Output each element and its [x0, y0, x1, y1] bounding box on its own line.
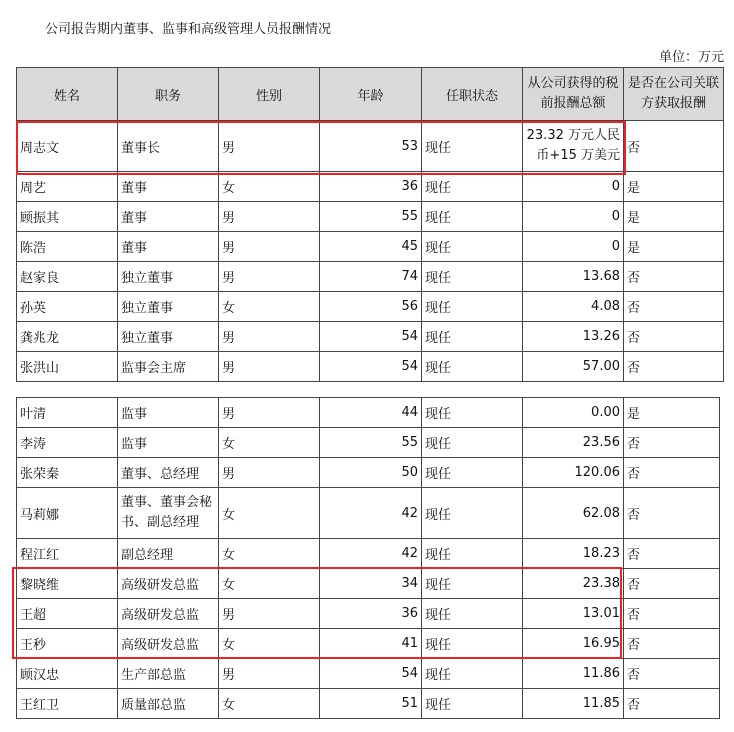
table-row: [17, 539, 720, 569]
cell-related-pay: 否: [624, 322, 724, 352]
cell-related-pay: 否: [624, 121, 724, 172]
cell-related-pay: 否: [624, 262, 724, 292]
cell-age: 56: [320, 292, 422, 322]
cell-status: 现任: [422, 629, 523, 659]
cell-pay: 11.86: [523, 659, 624, 689]
cell-related-pay: 否: [624, 689, 720, 719]
cell-sex: 女: [219, 172, 320, 202]
cell-age: 54: [320, 352, 422, 382]
cell-status: 现任: [422, 121, 523, 172]
cell-name: 顾振其: [17, 202, 118, 232]
cell-role: 董事、总经理: [118, 458, 219, 488]
header-pay: 从公司获得的税前报酬总额: [523, 68, 624, 121]
cell-age: 55: [320, 202, 422, 232]
cell-age: 55: [320, 428, 422, 458]
cell-status: 现任: [422, 659, 523, 689]
cell-sex: 男: [219, 352, 320, 382]
table-row: [17, 172, 724, 202]
cell-related-pay: 是: [624, 172, 724, 202]
cell-related-pay: 否: [624, 569, 720, 599]
cell-age: 36: [320, 599, 422, 629]
cell-name: 孙英: [17, 292, 118, 322]
cell-sex: 男: [219, 262, 320, 292]
cell-sex: 女: [219, 569, 320, 599]
cell-age: 51: [320, 689, 422, 719]
cell-role: 生产部总监: [118, 659, 219, 689]
cell-sex: 女: [219, 539, 320, 569]
cell-sex: 女: [219, 292, 320, 322]
table-row: [17, 488, 720, 539]
cell-pay: 23.56: [523, 428, 624, 458]
table-row: [17, 458, 720, 488]
cell-age: 42: [320, 488, 422, 539]
table-row: [17, 428, 720, 458]
cell-related-pay: 否: [624, 599, 720, 629]
highlight-box-chairman: [16, 121, 626, 175]
cell-pay: 13.26: [523, 322, 624, 352]
cell-age: 54: [320, 322, 422, 352]
cell-status: 现任: [422, 262, 523, 292]
table-row: [17, 659, 720, 689]
cell-age: 41: [320, 629, 422, 659]
table-row: [17, 232, 724, 262]
cell-name: 张洪山: [17, 352, 118, 382]
cell-sex: 男: [219, 398, 320, 428]
cell-sex: 男: [219, 458, 320, 488]
cell-pay: 13.01: [523, 599, 624, 629]
cell-role: 独立董事: [118, 292, 219, 322]
cell-pay: 13.68: [523, 262, 624, 292]
cell-role: 副总经理: [118, 539, 219, 569]
cell-age: 42: [320, 539, 422, 569]
cell-pay: 18.23: [523, 539, 624, 569]
cell-status: 现任: [422, 428, 523, 458]
cell-name: 马莉娜: [17, 488, 118, 539]
cell-status: 现任: [422, 689, 523, 719]
header-age: 年龄: [320, 68, 422, 121]
cell-age: 54: [320, 659, 422, 689]
cell-related-pay: 否: [624, 488, 720, 539]
cell-name: 顾汉忠: [17, 659, 118, 689]
cell-sex: 女: [219, 428, 320, 458]
table-row: [17, 262, 724, 292]
cell-sex: 男: [219, 322, 320, 352]
cell-status: 现任: [422, 398, 523, 428]
cell-status: 现任: [422, 352, 523, 382]
cell-role: 董事: [118, 172, 219, 202]
cell-role: 独立董事: [118, 322, 219, 352]
cell-role: 质量部总监: [118, 689, 219, 719]
cell-name: 王红卫: [17, 689, 118, 719]
table-row: [17, 292, 724, 322]
cell-status: 现任: [422, 172, 523, 202]
cell-pay: 120.06: [523, 458, 624, 488]
cell-sex: 男: [219, 202, 320, 232]
cell-role: 董事长: [118, 121, 219, 172]
cell-name: 张荣秦: [17, 458, 118, 488]
highlight-box-rd-directors: [12, 567, 622, 659]
cell-sex: 女: [219, 689, 320, 719]
cell-sex: 男: [219, 232, 320, 262]
cell-role: 高级研发总监: [118, 629, 219, 659]
compensation-table-top: [16, 67, 724, 382]
compensation-table-bottom: [16, 397, 720, 719]
cell-status: 现任: [422, 488, 523, 539]
cell-age: 53: [320, 121, 422, 172]
cell-pay: 23.38: [523, 569, 624, 599]
table-row: [17, 398, 720, 428]
cell-status: 现任: [422, 292, 523, 322]
header-sex: 性别: [219, 68, 320, 121]
cell-pay: 0.00: [523, 398, 624, 428]
cell-pay: 4.08: [523, 292, 624, 322]
cell-pay: 0: [523, 172, 624, 202]
cell-related-pay: 是: [624, 202, 724, 232]
cell-role: 监事: [118, 428, 219, 458]
cell-sex: 女: [219, 488, 320, 539]
cell-status: 现任: [422, 539, 523, 569]
page-title: 公司报告期内董事、监事和高级管理人员报酬情况: [45, 22, 332, 37]
cell-status: 现任: [422, 599, 523, 629]
cell-name: 陈浩: [17, 232, 118, 262]
cell-status: 现任: [422, 322, 523, 352]
cell-name: 周志文: [17, 121, 118, 172]
cell-pay: 11.85: [523, 689, 624, 719]
cell-name: 王超: [17, 599, 118, 629]
cell-role: 高级研发总监: [118, 569, 219, 599]
cell-related-pay: 否: [624, 629, 720, 659]
cell-name: 周艺: [17, 172, 118, 202]
header-name: 姓名: [17, 68, 118, 121]
cell-name: 王秒: [17, 629, 118, 659]
cell-role: 独立董事: [118, 262, 219, 292]
cell-pay: 0: [523, 202, 624, 232]
cell-name: 龚兆龙: [17, 322, 118, 352]
cell-status: 现任: [422, 202, 523, 232]
cell-related-pay: 否: [624, 539, 720, 569]
cell-related-pay: 是: [624, 232, 724, 262]
cell-role: 监事会主席: [118, 352, 219, 382]
table-row: [17, 322, 724, 352]
cell-age: 36: [320, 172, 422, 202]
header-related-pay: 是否在公司关联方获取报酬: [624, 68, 724, 121]
cell-related-pay: 否: [624, 659, 720, 689]
header-role: 职务: [118, 68, 219, 121]
cell-age: 34: [320, 569, 422, 599]
cell-pay: 23.32 万元人民币+15 万美元: [523, 121, 624, 172]
table-row: [17, 352, 724, 382]
cell-role: 董事、董事会秘书、副总经理: [118, 488, 219, 539]
cell-status: 现任: [422, 569, 523, 599]
cell-sex: 女: [219, 629, 320, 659]
unit-label: 单位：万元: [658, 50, 724, 65]
cell-name: 赵家良: [17, 262, 118, 292]
cell-age: 74: [320, 262, 422, 292]
cell-pay: 62.08: [523, 488, 624, 539]
cell-name: 黎晓维: [17, 569, 118, 599]
cell-name: 李涛: [17, 428, 118, 458]
cell-name: 叶清: [17, 398, 118, 428]
cell-status: 现任: [422, 232, 523, 262]
cell-related-pay: 否: [624, 458, 720, 488]
cell-name: 程江红: [17, 539, 118, 569]
cell-related-pay: 否: [624, 292, 724, 322]
cell-age: 45: [320, 232, 422, 262]
cell-role: 高级研发总监: [118, 599, 219, 629]
cell-role: 董事: [118, 202, 219, 232]
cell-role: 董事: [118, 232, 219, 262]
cell-related-pay: 是: [624, 398, 720, 428]
cell-status: 现任: [422, 458, 523, 488]
cell-age: 50: [320, 458, 422, 488]
cell-pay: 57.00: [523, 352, 624, 382]
cell-sex: 男: [219, 599, 320, 629]
cell-pay: 16.95: [523, 629, 624, 659]
cell-sex: 男: [219, 659, 320, 689]
table-row: [17, 202, 724, 232]
cell-related-pay: 否: [624, 428, 720, 458]
cell-related-pay: 否: [624, 352, 724, 382]
table-header-row: [17, 68, 724, 121]
cell-sex: 男: [219, 121, 320, 172]
cell-pay: 0: [523, 232, 624, 262]
cell-role: 监事: [118, 398, 219, 428]
header-status: 任职状态: [422, 68, 523, 121]
table-row: [17, 689, 720, 719]
cell-age: 44: [320, 398, 422, 428]
